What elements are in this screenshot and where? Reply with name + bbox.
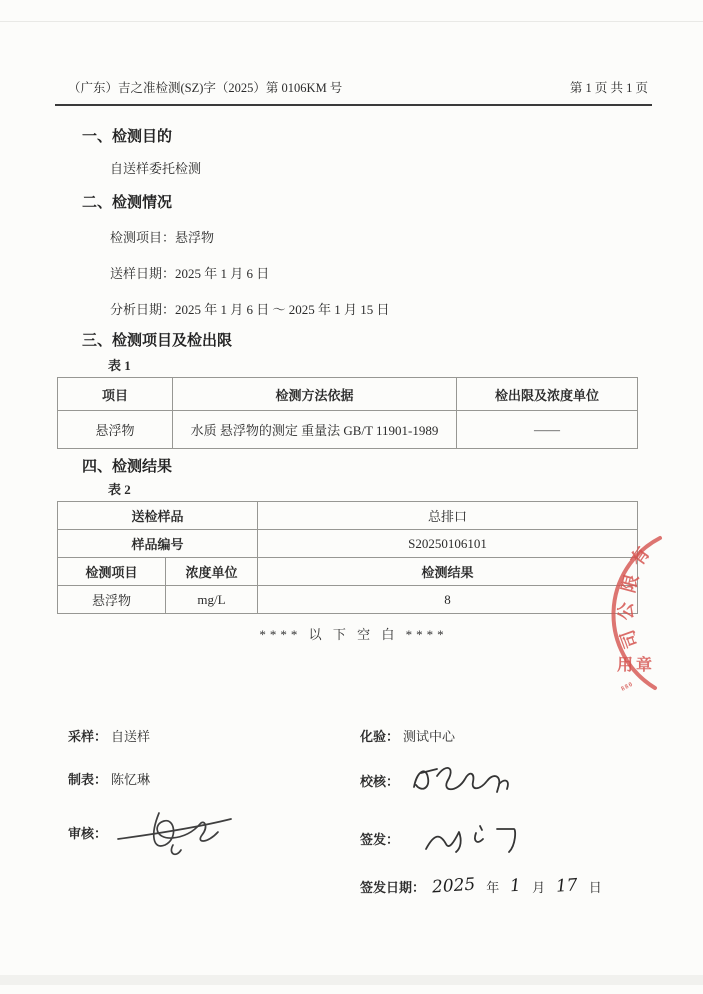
year-unit: 年 [486,879,500,895]
sampling-label: 采样： [68,728,108,744]
checker-row [360,759,660,801]
sampling-value: 自送样 [111,728,151,744]
result-table [57,501,638,614]
section-3-title: 三、检测项目及检出限 [82,332,233,349]
tabulator-row [68,768,328,788]
section-1-title: 一、检测目的 [82,128,173,145]
t1-header-limit: 检出限及浓度单位 [457,378,638,411]
issue-date-label: 签发日期： [360,879,426,895]
report-content [55,0,652,643]
lab-row [360,725,660,745]
analysis-date-line: 分析日期：2025 年 1 月 6 日 ～ 2025 年 1 月 15 日 [110,302,390,317]
t2-cell-item: 悬浮物 [58,586,166,614]
blank-below-note: **** 以 下 空 白 **** [259,627,448,642]
document-header [55,80,652,106]
t2-cell-unit: mg/L [166,586,258,614]
document-number: （广东）吉之准检测(SZ)字（2025）第 0106KM 号 [68,81,343,95]
method-table [57,377,638,449]
footer-right-column [360,725,660,899]
t2-value-sample: 总排口 [258,502,638,530]
reviewer-label: 审核： [68,825,108,841]
company-seal-stamp [608,518,703,708]
seal-char: 公 [615,601,637,621]
seal-inner-text: 用章 [616,657,656,674]
scan-edge-bottom [0,975,703,985]
sampling-row [68,725,328,745]
table-2-caption: 表 2 [108,482,131,497]
issue-date-day-handwritten: 17 [555,875,579,897]
t2-label-sample: 送检样品 [58,502,258,530]
issue-date-month-handwritten: 1 [509,875,522,897]
sample-date-line: 送样日期：2025 年 1 月 6 日 [110,266,270,281]
section-4-title: 四、检测结果 [82,458,173,475]
t2-cell-result: 8 [258,586,638,614]
t1-cell-limit: —— [457,411,638,449]
t2-value-sample-no: S20250106101 [258,530,638,558]
table-row [58,586,638,614]
table-row [58,411,638,449]
table-row [58,502,638,530]
checker-label: 校核： [360,773,400,789]
footer-left-column [68,725,328,858]
issuer-row [360,819,660,857]
t1-header-item: 项目 [58,378,173,411]
issuer-label: 签发： [360,831,400,847]
test-item-line: 检测项目：悬浮物 [110,230,215,245]
table-row [58,378,638,411]
t2-header-unit: 浓度单位 [166,558,258,586]
reviewer-row [68,806,328,858]
seal-char: 限 [618,572,643,595]
t2-header-item: 检测项目 [58,558,166,586]
t1-cell-method: 水质 悬浮物的测定 重量法 GB/T 11901-1989 [173,411,457,449]
issuer-signature [421,820,521,856]
table-1-caption: 表 1 [108,358,131,373]
checker-signature [407,759,515,801]
issue-date-year-handwritten: 2025 [431,874,476,898]
page-indicator: 第 1 页 共 1 页 [569,81,648,95]
seal-char: 有 [626,543,654,570]
lab-value: 测试中心 [403,728,456,744]
day-unit: 日 [588,879,602,895]
table-row [58,558,638,586]
t2-header-result: 检测结果 [258,558,638,586]
t1-cell-item: 悬浮物 [58,411,173,449]
tabulator-label: 制表： [68,771,108,787]
t2-label-sample-no: 样品编号 [58,530,258,558]
issue-date-row [360,873,660,899]
section-2-title: 二、检测情况 [82,194,173,211]
tabulator-value: 陈忆琳 [111,771,151,787]
section-1-body: 自送样委托检测 [110,161,202,176]
month-unit: 月 [532,879,546,895]
reviewer-signature [115,805,237,859]
lab-label: 化验： [360,728,400,744]
seal-char: 司 [616,627,642,651]
t1-header-method: 检测方法依据 [173,378,457,411]
seal-small-text: 880 [620,680,635,693]
table-row [58,530,638,558]
